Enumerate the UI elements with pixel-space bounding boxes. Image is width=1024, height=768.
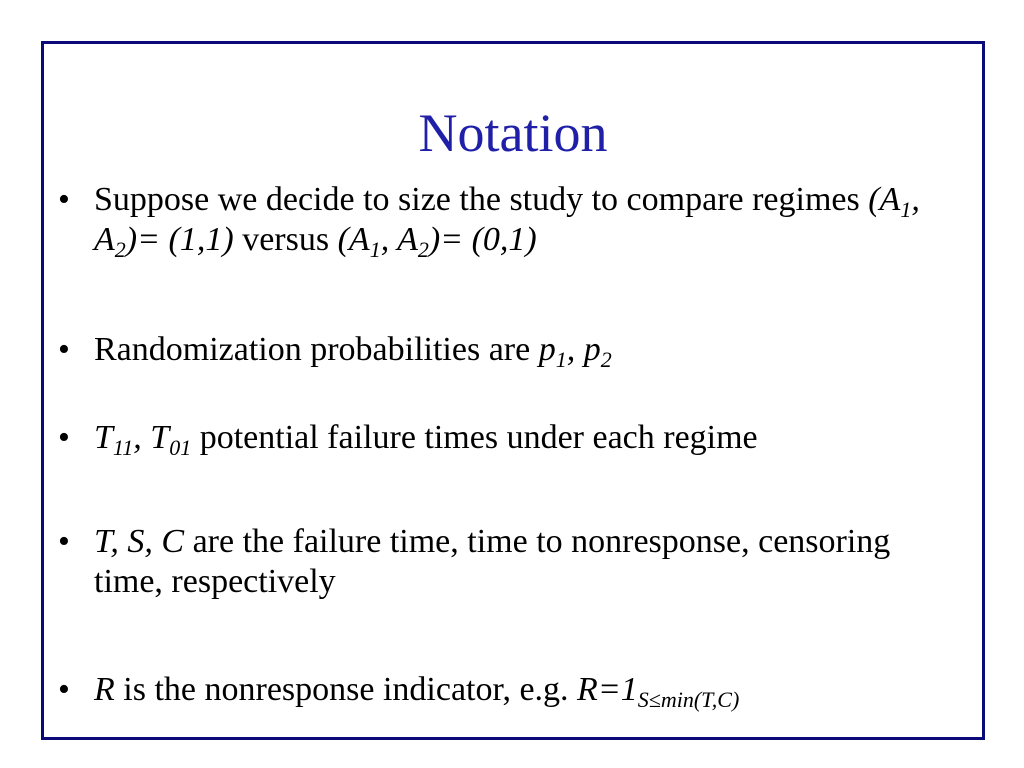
slide-title: Notation — [418, 103, 608, 163]
bullet-text: R is the nonresponse indicator, e.g. $R=1_{S\le min(T,C)}$ — [94, 671, 740, 712]
bullet-text: T, S, C are the failure time, time to nonresponse, censoring time, respectively — [94, 523, 891, 600]
bullet-item — [58, 180, 942, 260]
bullet-dot: • — [58, 419, 70, 456]
bullet-text: Randomization probabilities are $p_1$, $p_2$ — [94, 331, 612, 372]
bullet-dot: • — [58, 671, 70, 708]
bullet-text: Suppose we decide to size the study to compare regimes ($A_1$, $A_2)= (1,1)$ versus ($A_1$, $A_2)= (0,1)$ — [94, 181, 920, 262]
bullet-item — [58, 670, 942, 710]
bullet-item — [58, 330, 942, 370]
bullet-dot: • — [58, 181, 70, 218]
bullet-item — [58, 522, 942, 602]
bullet-dot: • — [58, 523, 70, 560]
slide-frame — [41, 41, 985, 740]
bullet-dot: • — [58, 331, 70, 368]
bullet-text: $T_{11}$, $T_{01}$ potential failure times under each regime — [94, 419, 758, 460]
bullet-item — [58, 418, 942, 458]
